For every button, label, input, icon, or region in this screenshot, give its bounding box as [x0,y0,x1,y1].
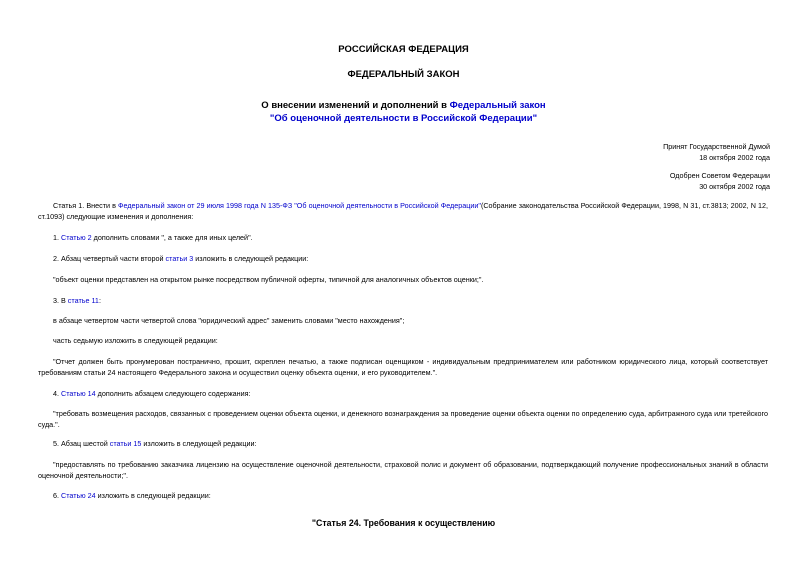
item-5 [38,439,768,450]
item-3-link[interactable]: статье 11 [67,296,99,305]
item-6-prefix: 6. [53,491,61,500]
item-4-prefix: 4. [53,389,61,398]
item-6-suffix: изложить в следующей редакции: [95,491,211,500]
item-4-link[interactable]: Статью 14 [61,389,96,398]
item-2 [38,254,768,265]
item-5-suffix: изложить в следующей редакции: [141,439,257,448]
law-title [0,99,807,125]
council-date: 30 октября 2002 года [699,181,770,191]
duma-label: Принят Государственной Думой [663,142,770,151]
art1-prefix: Статья 1. Внести в [53,201,119,210]
law-title-link[interactable]: Федеральный закон [449,100,546,111]
doc-type-heading: ФЕДЕРАЛЬНЫЙ ЗАКОН [347,69,460,80]
item-5-link[interactable]: статьи 15 [109,439,142,448]
council-label: Одобрен Советом Федерации [669,171,770,180]
item-2-suffix: изложить в следующей редакции: [193,254,309,263]
council-approval [670,171,770,192]
item-1-link[interactable]: Статью 2 [61,233,92,242]
item-2-prefix: 2. Абзац четвертый части второй [53,254,166,263]
article-1-paragraph [38,201,768,222]
art1-law-link[interactable]: Федеральный закон от 29 июля 1998 года N 135-ФЗ "Об оценочной деятельности в Российской Федерации" [118,201,481,210]
item-4-quote: "требовать возмещения расходов, связанных с проведением оценки объекта оценки, и денежного вознаграждения за проведение оценки объекта оценки по определению суда, арбитражного суда или третейского суда.". [38,409,768,429]
item-2-quote: "объект оценки представлен на открытом рынке посредством публичной оферты, типичной для аналогичных объектов оценки;". [53,275,484,284]
country-heading: РОССИЙСКАЯ ФЕДЕРАЦИЯ [338,44,469,55]
item-3-b: часть седьмую изложить в следующей редакции: [53,336,218,345]
item-4-suffix: дополнить абзацем следующего содержания: [95,389,251,398]
item-3-a: в абзаце четвертом части четвертой слова "юридический адрес" заменить словами "место нахождения"; [53,316,405,325]
duma-date: 18 октября 2002 года [699,152,770,162]
item-4 [38,389,768,400]
item-1 [38,233,768,244]
item-3-prefix: 3. В [53,296,68,305]
item-3-suffix: : [98,296,101,305]
article-24-heading: "Статья 24. Требования к осуществлению [311,518,496,528]
item-6 [38,491,768,502]
item-5-prefix: 5. Абзац шестой [53,439,110,448]
duma-adoption [663,142,770,163]
item-1-suffix: дополнить словами ", а также для иных целей". [91,233,253,242]
item-1-prefix: 1. [53,233,61,242]
item-6-link[interactable]: Статью 24 [61,491,96,500]
law-title-prefix: О внесении изменений и дополнений в [261,100,450,111]
law-title-link-2[interactable]: "Об оценочной деятельности в Российской Федерации" [269,113,538,124]
item-5-quote: "предоставлять по требованию заказчика лицензию на осуществление оценочной деятельности, страховой полис и документ об образовании, подтверждающий получение профессиональных знаний в области оценочной деятельности;". [38,460,768,480]
art1-suffix: (Собрание законодательства Российской Федерации, 1998, N 31, ст.3813; 2002, N 12, ст.1093) следующие изменения и дополнения: [38,201,769,221]
item-2-link[interactable]: статьи 3 [165,254,194,263]
item-3 [38,296,768,307]
item-3-quote: "Отчет должен быть пронумерован постранично, прошит, скреплен печатью, а также подписан оценщиком - индивидуальным предпринимателем или работником юридического лица, который соответствует требованиям статьи 24 настоящего Федерального закона и осуществил оценку объекта оценки, и его руководителем.". [38,357,768,377]
